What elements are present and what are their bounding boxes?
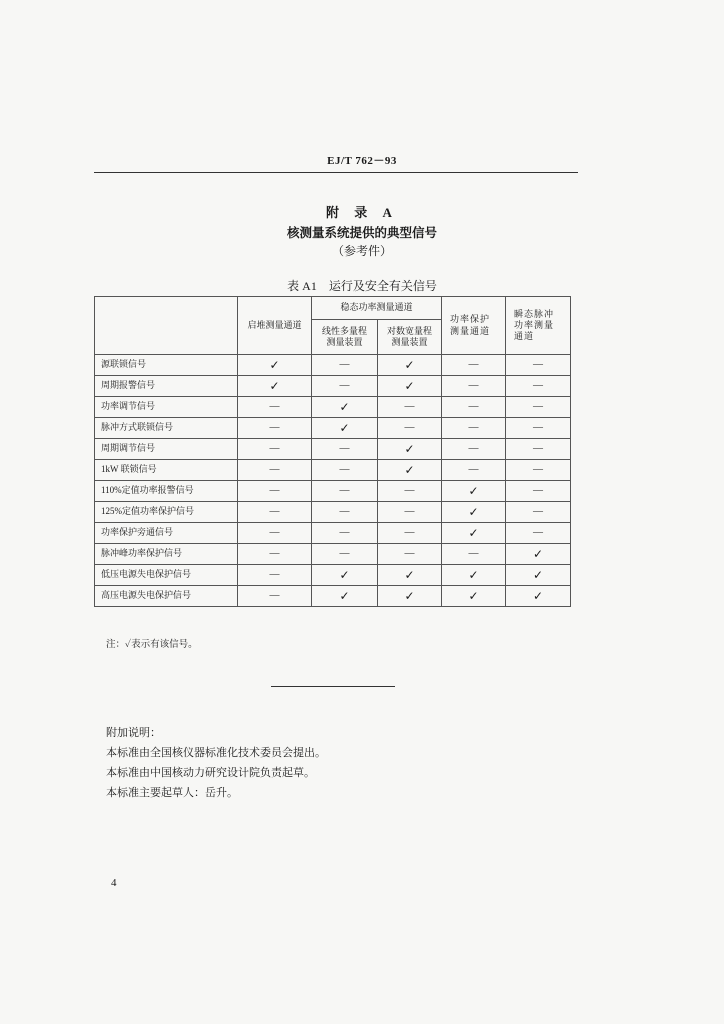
signal-mark-cell: — <box>238 544 312 565</box>
signal-mark-cell: — <box>442 397 506 418</box>
signal-mark-cell: — <box>506 523 571 544</box>
signal-mark-cell: — <box>378 418 442 439</box>
additional-notes <box>106 723 326 803</box>
signal-mark-cell: — <box>442 544 506 565</box>
signal-mark-cell: ✓ <box>506 544 571 565</box>
signal-mark-cell: ✓ <box>312 586 378 607</box>
section-divider <box>271 686 395 687</box>
signal-name-cell: 125%定值功率保护信号 <box>95 502 238 523</box>
signal-name-cell: 1kW 联锁信号 <box>95 460 238 481</box>
appendix-title: 核测量系统提供的典型信号 <box>286 226 437 240</box>
additional-note-line: 本标准主要起草人：岳升。 <box>106 787 238 799</box>
signal-mark-cell: ✓ <box>506 586 571 607</box>
signal-mark-cell: — <box>312 544 378 565</box>
header-signal-name <box>95 297 238 355</box>
signal-name-cell: 功率调节信号 <box>95 397 238 418</box>
page-number: 4 <box>111 877 117 889</box>
signal-mark-cell: — <box>378 544 442 565</box>
table-row <box>95 523 571 544</box>
signal-mark-cell: — <box>238 460 312 481</box>
signal-mark-cell: — <box>506 418 571 439</box>
signal-mark-cell: ✓ <box>378 586 442 607</box>
signal-mark-cell: — <box>506 355 571 376</box>
table-row <box>95 376 571 397</box>
signal-mark-cell: — <box>312 376 378 397</box>
table-row <box>95 586 571 607</box>
header-log-widerange: 对数宽量程测量装置 <box>378 320 442 355</box>
signal-mark-cell: — <box>238 439 312 460</box>
signal-mark-cell: — <box>506 460 571 481</box>
additional-note-line: 本标准由中国核动力研究设计院负责起草。 <box>106 767 315 779</box>
signal-mark-cell: — <box>442 439 506 460</box>
signal-name-cell: 周期报警信号 <box>95 376 238 397</box>
table-row <box>95 355 571 376</box>
header-divider <box>94 172 578 173</box>
signal-mark-cell: ✓ <box>238 355 312 376</box>
signal-mark-cell: — <box>506 439 571 460</box>
appendix-note: （参考件） <box>331 244 392 258</box>
header-startup-channel: 启堆测量通道 <box>238 297 312 355</box>
signal-mark-cell: — <box>238 502 312 523</box>
signal-mark-cell: — <box>238 418 312 439</box>
table-caption-title: 运行及安全有关信号 <box>328 279 437 293</box>
table-row <box>95 502 571 523</box>
document-code: EJ/T 762－93 <box>327 155 397 167</box>
table-caption <box>0 277 724 294</box>
additional-notes-title: 附加说明： <box>106 727 161 739</box>
table-caption-id: 表 A1 <box>287 279 317 293</box>
signal-mark-cell: — <box>378 397 442 418</box>
table-row <box>95 418 571 439</box>
signal-mark-cell: ✓ <box>378 376 442 397</box>
header-linear-multirange: 线性多量程测量装置 <box>312 320 378 355</box>
signal-name-cell: 高压电源失电保护信号 <box>95 586 238 607</box>
additional-note-line: 本标准由全国核仪器标准化技术委员会提出。 <box>106 747 326 759</box>
signal-mark-cell: — <box>442 418 506 439</box>
table-row <box>95 397 571 418</box>
signal-mark-cell: — <box>238 397 312 418</box>
signal-mark-cell: — <box>378 481 442 502</box>
signal-mark-cell: ✓ <box>238 376 312 397</box>
signal-mark-cell: ✓ <box>312 418 378 439</box>
signal-mark-cell: ✓ <box>378 460 442 481</box>
signal-mark-cell: ✓ <box>442 502 506 523</box>
signal-mark-cell: — <box>312 523 378 544</box>
table-footnote: 注：✓表示有该信号。 <box>106 640 198 650</box>
table-row <box>95 460 571 481</box>
header-steady-state-channel: 稳态功率测量通道 <box>312 297 442 320</box>
signal-name-cell: 功率保护旁通信号 <box>95 523 238 544</box>
signal-table-body <box>95 355 571 607</box>
table-row <box>95 481 571 502</box>
signal-mark-cell: ✓ <box>506 565 571 586</box>
signal-name-cell: 脉冲方式联锁信号 <box>95 418 238 439</box>
header-transient-pulse-channel: 瞬态脉冲功率测量通道 <box>506 297 571 355</box>
signal-mark-cell: — <box>378 502 442 523</box>
signal-mark-cell: — <box>312 460 378 481</box>
signal-mark-cell: ✓ <box>442 565 506 586</box>
table-row <box>95 439 571 460</box>
signal-name-cell: 周期调节信号 <box>95 439 238 460</box>
signal-mark-cell: — <box>312 481 378 502</box>
signal-mark-cell: — <box>506 481 571 502</box>
signal-mark-cell: — <box>238 523 312 544</box>
signal-mark-cell: — <box>312 439 378 460</box>
signal-mark-cell: — <box>312 355 378 376</box>
signal-mark-cell: ✓ <box>312 397 378 418</box>
signal-table <box>94 296 571 607</box>
signal-mark-cell: — <box>506 502 571 523</box>
signal-mark-cell: — <box>506 397 571 418</box>
signal-mark-cell: — <box>378 523 442 544</box>
signal-mark-cell: — <box>238 481 312 502</box>
signal-mark-cell: — <box>442 460 506 481</box>
signal-name-cell: 脉冲峰功率保护信号 <box>95 544 238 565</box>
appendix-label: 附 录 A <box>326 205 398 220</box>
signal-mark-cell: ✓ <box>442 586 506 607</box>
signal-mark-cell: ✓ <box>442 481 506 502</box>
signal-name-cell: 低压电源失电保护信号 <box>95 565 238 586</box>
signal-mark-cell: — <box>238 565 312 586</box>
table-row <box>95 544 571 565</box>
header-power-protection-channel: 功率保护测量通道 <box>442 297 506 355</box>
signal-mark-cell: — <box>442 355 506 376</box>
signal-mark-cell: — <box>238 586 312 607</box>
signal-mark-cell: — <box>312 502 378 523</box>
signal-mark-cell: ✓ <box>378 565 442 586</box>
signal-mark-cell: ✓ <box>378 355 442 376</box>
signal-mark-cell: — <box>442 376 506 397</box>
signal-mark-cell: ✓ <box>312 565 378 586</box>
signal-mark-cell: ✓ <box>442 523 506 544</box>
signal-name-cell: 源联锁信号 <box>95 355 238 376</box>
signal-mark-cell: — <box>506 376 571 397</box>
signal-mark-cell: ✓ <box>378 439 442 460</box>
signal-name-cell: 110%定值功率报警信号 <box>95 481 238 502</box>
table-row <box>95 565 571 586</box>
